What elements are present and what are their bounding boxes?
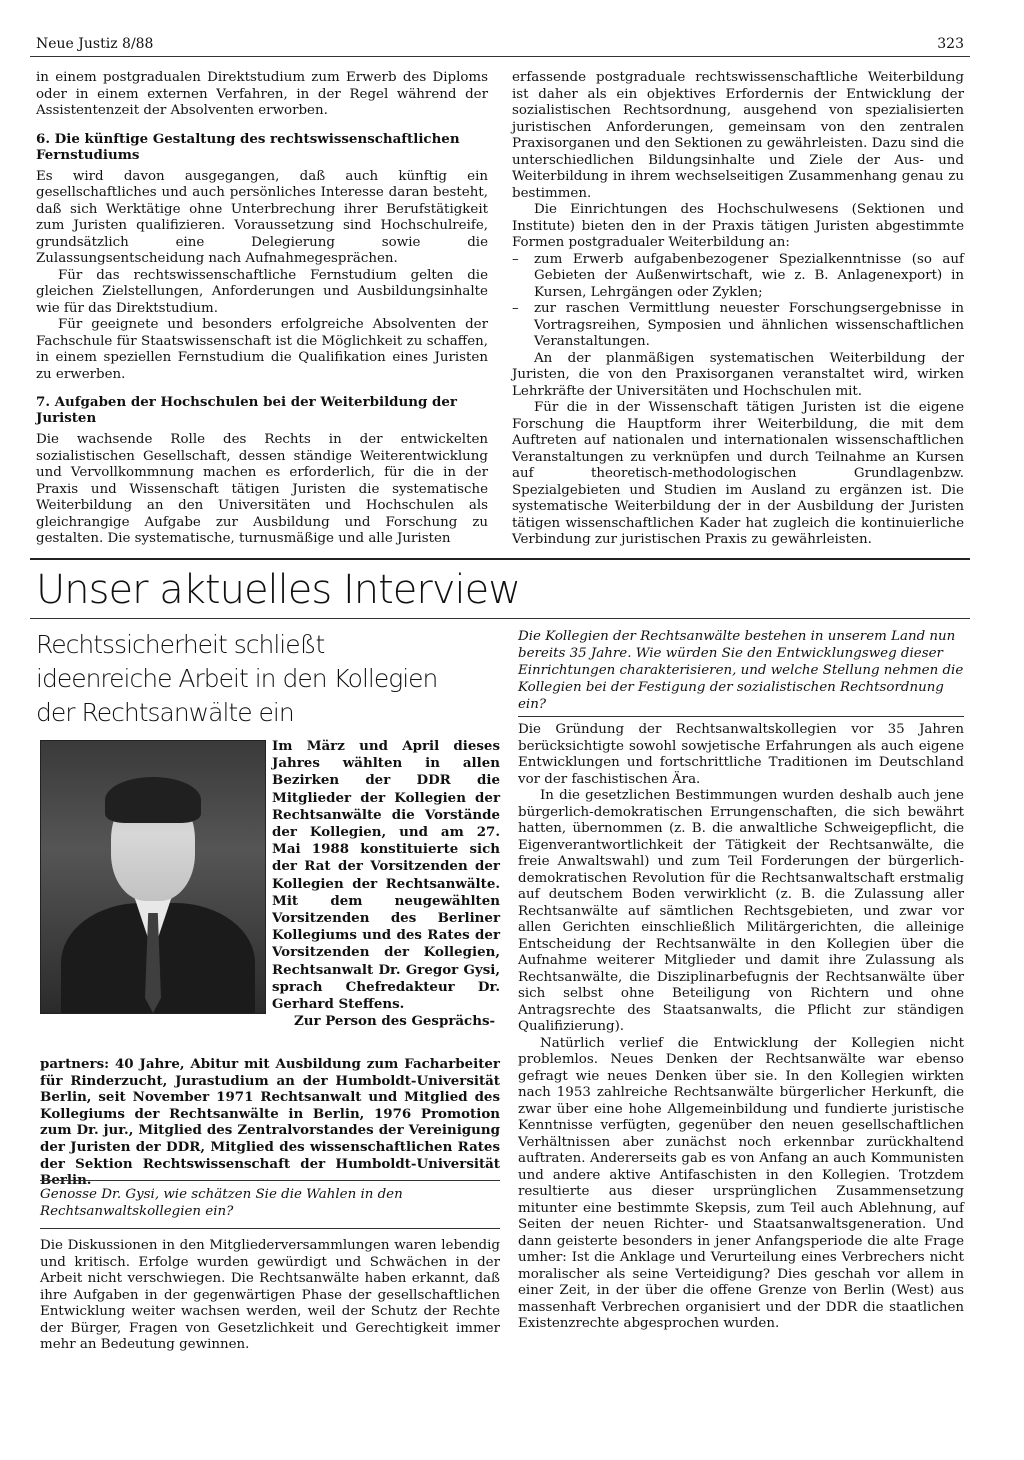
list-item-text: zum Erwerb aufgabenbezogener Spezialkenntnisse (so auf Gebieten der Außenwirtschaft, wie z. B. Anlagenexport) in Kursen, Lehrgängen oder Zyklen; xyxy=(534,251,964,300)
section-6-paragraph-2: Für das rechtswissenschaftliche Fernstudium gelten die gleichen Zielstellungen, Anforderungen und Ausbildungsinhalte wie für das Direktstudium. xyxy=(36,267,488,316)
list-item: – zur raschen Vermittlung neuester Forschungsergebnisse in Vortragsreihen, Symposien und ähnlichen wissenschaftlichen Veranstaltungen. xyxy=(512,301,964,349)
question-1 xyxy=(40,1186,500,1220)
weiterbildung-paragraph-3: An der planmäßigen systematischen Weiterbildung der Juristen, die von den Praxisorganen veranstaltet wird, wirken Lehrkräfte der Universitäten und Hochschulen mit. xyxy=(512,350,964,399)
header-rule xyxy=(30,56,970,57)
question-2-rule xyxy=(518,716,964,717)
section-6-paragraph-3: Für geeignete und besonders erfolgreiche Absolventen der Fachschule für Staatswissenschaft ist die Möglichkeit zu schaffen, in einem speziellen Fernstudium die Qualifikation eines Juristen zu erwerben. xyxy=(36,317,488,382)
answer-2-paragraph-3: Natürlich verlief die Entwicklung der Kollegien nicht problemlos. Neues Denken der Rechtsanwälte war ebenso gefragt wie neues Denken über sie. In den Kollegien wirkten nach 1953 zahlreiche Rechtsanwälte bürgerlicher Herkunft, die zwar über eine hohe Allgemeinbildung und fundierte juristische Kenntnisse verfügten, gegenüber den neuen gesellschaftlichen Verhältnissen aber zunächst noch erkennbar zurückhaltend auftraten. Andererseits gab es von Anfang an auch Kommunisten und andere aktive Antifaschisten in den Kollegien. Trotzdem resultierte aus dieser ursprünglichen Zusammensetzung mitunter eine bestimmte Skepsis, zum Teil auch Ablehnung, auf Seiten der neuen Richter- und Staatsanwaltsgeneration. Und dann geisterte besonders in jener Anfangsperiode die alte Frage umher: Ist die Anklage und Verurteilung eines Verbrechers nicht moralischer als seine Verteidigung? Dies geschah vor allem in einer Zeit, in der über die offene Grenze von Berlin (West) aus massenhaft Verbrechen organisiert und der DDR die staatlichen Existenzrechte abgesprochen wurden. xyxy=(518,1035,964,1331)
continuation-paragraph: in einem postgradualen Direktstudium zum Erwerb des Diploms oder in einem externen Verfahren, in der Regel während der Assistentenzeit der Absolventen erworben. xyxy=(36,70,488,118)
list-item: – zum Erwerb aufgabenbezogener Spezialkenntnisse (so auf Gebieten der Außenwirtschaft, wie z. B. Anlagenexport) in Kursen, Lehrgängen oder Zyklen; xyxy=(512,251,964,300)
bio-rule xyxy=(40,1180,500,1181)
answer-2-paragraph-2: In die gesetzlichen Bestimmungen wurden deshalb auch jene bürgerlich-demokratischen Errungenschaften, die sich bewährt hatten, übernommen (z. B. die anwaltliche Schweigepflicht, die Eigenverantwortlichkeit der Tätigkeit der Rechtsanwälte, die freie Anwaltswahl) und zum Teil Forderungen der bürgerlich-demokratischen Revolution für die Rechtsanwaltschaft erstmalig auf deutschem Boden verwirklicht (z. B. die Zulassung aller Rechtsanwälte auf sämtlichen Rechtsgebieten, und zwar vor allen Gerichten einschließlich Militärgerichten, die alleinige Entscheidung der Rechtsanwälte in den Kollegien über die Aufnahme weiterer Mitglieder und damit ihre Zulassung als Rechtsanwälte, die Disziplinarbefugnis der Rechtsanwälte über sich selbst ohne Beteiligung von Richtern und ohne Antragsrechte des Staatsanwalts, die Pflicht zur ständigen Qualifizierung). xyxy=(518,788,964,1034)
headline-line-3: der Rechtsanwälte ein xyxy=(36,698,294,727)
section-6-heading: 6. Die künftige Gestaltung des rechtswissenschaftlichen Fernstudiums xyxy=(36,130,460,163)
interview-banner: Unser aktuelles Interview xyxy=(36,567,520,613)
headline-line-1: Rechtssicherheit schließt xyxy=(36,630,325,659)
answer-1 xyxy=(40,1238,500,1354)
headline-line-2: ideenreiche Arbeit in den Kollegien xyxy=(36,664,438,693)
person-bio-text: partners: 40 Jahre, Abitur mit Ausbildung zum Facharbeiter für Rinderzucht, Jurastudium an der Humboldt-Universität Berlin, seit November 1971 Rechtsanwalt und Mitglied des Kollegiums der Rechtsanwälte in Berlin, 1976 Promotion zum Dr. jur., Mitglied des Zentralvorstandes der Vereinigung der Juristen der DDR, Mitglied des wissenschaftlichen Rates der Sektion Rechtswissenschaft der Humboldt-Universität Berlin. xyxy=(40,1056,500,1189)
weiterbildung-paragraph-1: erfassende postgraduale rechtswissenschaftliche Weiterbildung ist daher als ein objektives Erfordernis der Entwicklung der sozialistischen Rechtsordnung, ausgehend von spezialisierten juristischen Anforderungen, gemeinsam von den zentralen Praxisorganen und den Sektionen zu gewährleisten. Dazu sind die unterschiedlichen Bildungsinhalte und Ziele der Aus- und Weiterbildung in ihrem wechselseitigen Zusammenhang genau zu bestimmen. xyxy=(512,70,964,201)
top-left-column xyxy=(36,70,488,548)
top-right-column xyxy=(512,70,964,549)
question-1-text: Genosse Dr. Gysi, wie schätzen Sie die Wahlen in den Rechtsanwaltskollegien ein? xyxy=(40,1187,403,1219)
answer-2-paragraph-1: Die Gründung der Rechtsanwaltskollegien vor 35 Jahren berücksichtigte sowohl sowjetische Erfahrungen als auch eigene Entwicklungen und fortschrittliche Traditionen im Deutschland vor der faschistischen Ära. xyxy=(518,722,964,787)
page-number: 323 xyxy=(937,36,964,52)
question-2-text: Die Kollegien der Rechtsanwälte bestehen in unserem Land nun bereits 35 Jahre. Wie würden Sie den Entwicklungsweg dieser Einrichtungen charakterisieren, und welche Stellung nehmen die Kollegien bei der Festigung der sozialistischen Rechtsordnung ein? xyxy=(518,629,964,712)
running-head-journal: Neue Justiz 8/88 xyxy=(36,36,154,52)
portrait-photo xyxy=(40,740,266,1014)
person-intro: Zur Person des Gesprächs- xyxy=(294,1013,496,1030)
person-bio xyxy=(40,1056,500,1189)
section-divider xyxy=(30,558,970,560)
weiterbildung-paragraph-2: Die Einrichtungen des Hochschulwesens (Sektionen und Institute) bieten den in der Praxis tätigen Juristen abgestimmte Formen postgradualer Weiterbildung an: xyxy=(512,202,964,250)
lead-paragraph: Im März und April dieses Jahres wählten in allen Bezirken der DDR die Mitglieder der Kollegien der Rechtsanwälte die Vorstände der Kollegien, und am 27. Mai 1988 konstituierte sich der Rat der Vorsitzenden der Kollegien der Rechtsanwälte. Mit dem neugewählten Vorsitzenden des Berliner Kollegiums und des Rates der Vorsitzenden der Kollegien, Rechtsanwalt Dr. Gregor Gysi, sprach Chefredakteur Dr. Gerhard Steffens. xyxy=(272,738,500,1013)
list-item-text: zur raschen Vermittlung neuester Forschungsergebnisse in Vortragsreihen, Symposien und ähnlichen wissenschaftlichen Veranstaltungen. xyxy=(534,301,964,349)
question-2 xyxy=(518,628,964,713)
interview-lead xyxy=(272,738,500,1030)
question-1-rule xyxy=(40,1228,500,1229)
section-7-paragraph-1: Die wachsende Rolle des Rechts in der entwickelten sozialistischen Gesellschaft, dessen ständige Weiterentwicklung und Vervollkommnung machen es erforderlich, für die in der Praxis und Wissenschaft tätigen Juristen die systematische Weiterbildung an den Universitäten und Hochschulen als gleichrangige Aufgabe zur Ausbildung und Forschung zu gestalten. Die systematische, turnusmäßige und alle Juristen xyxy=(36,432,488,546)
weiterbildung-paragraph-4: Für die in der Wissenschaft tätigen Juristen ist die eigene Forschung die Hauptform ihrer Weiterbildung, die mit dem Auftreten auf nationalen und internationalen wissenschaftlichen Veranstaltungen zu verknüpfen und durch Teilnahme an Kursen auf theoretisch-methodologischen Grundlagenbzw. Spezialgebieten und Studien im Ausland zu ergänzen ist. Die systematische Weiterbildung der in der Ausbildung der Juristen tätigen wissenschaftlichen Kader hat zugleich die kontinuierliche Verbindung zur juristischen Praxis zu gewährleisten. xyxy=(512,400,964,547)
section-6-paragraph-1: Es wird davon ausgegangen, daß auch künftig ein gesellschaftliches und auch persönliches Interesse daran besteht, daß sich Werktätige ohne Unterbrechung ihrer Berufstätigkeit zum Juristen qualifizieren. Voraussetzung sind Hochschulreife, grundsätzlich eine Delegierung sowie die Zulassungsentscheidung nach Aufnahmegesprächen. xyxy=(36,168,488,266)
section-7-heading: 7. Aufgaben der Hochschulen bei der Weiterbildung der Juristen xyxy=(36,394,457,426)
banner-rule xyxy=(30,618,970,619)
interview-headline xyxy=(36,628,506,730)
answer-1-text: Die Diskussionen in den Mitgliederversammlungen waren lebendig und kritisch. Erfolge wurden gewürdigt und Schwächen in der Arbeit nicht verschwiegen. Die Rechtsanwälte haben erkannt, daß ihre Aufgaben in der gegenwärtigen Phase der gesellschaftlichen Entwicklung weiter wachsen werden, weil der Schutz der Rechte der Bürger, Fragen von Gesetzlichkeit und Gerechtigkeit immer mehr an Bedeutung gewinnen. xyxy=(40,1238,500,1352)
answer-2 xyxy=(518,722,964,1333)
